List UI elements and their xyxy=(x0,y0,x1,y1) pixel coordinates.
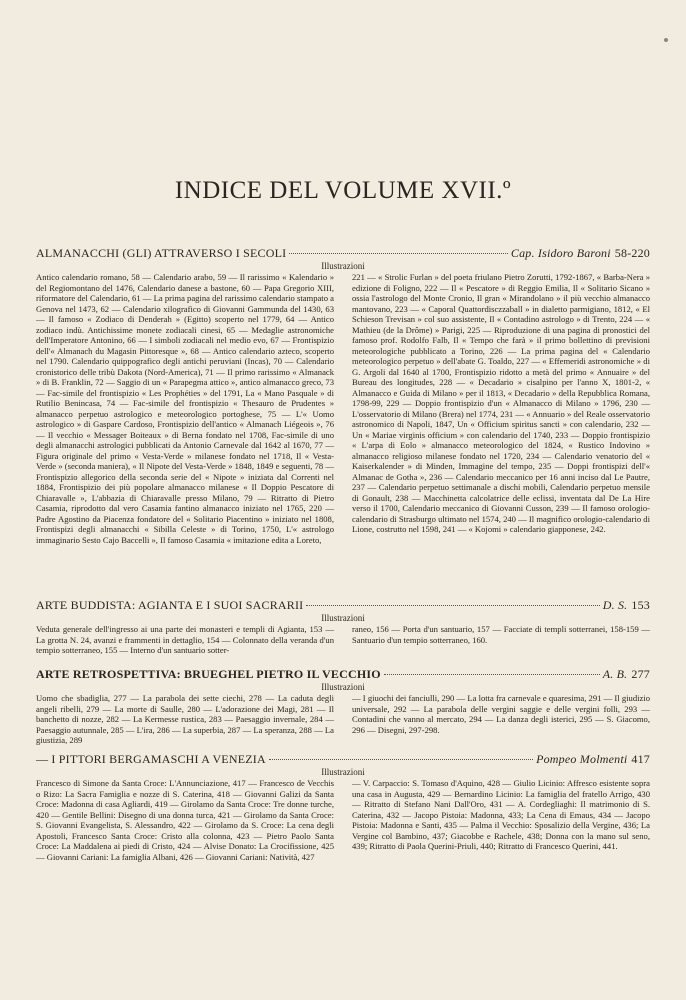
section-heading: ARTE RETROSPETTIVA: BRUEGHEL PIETRO IL VECCHIO xyxy=(36,667,381,681)
page-speck xyxy=(664,38,668,42)
illustrations-label: Illustrazioni xyxy=(321,767,365,777)
section-author: Pompeo Molmenti xyxy=(536,752,628,766)
illustrations-col-right: — I giuochi dei fanciulli, 290 — La lotta fra carnevale e quaresima, 291 — Il giudizio universale, 292 — La parabola delle vergini saggie e delle vergini folli, 293 — Contadini che vanno al mercato, 294 — La danza degli isterici, 295 — S. Giacomo, 296 — Disegni, 297-298. xyxy=(352,693,650,735)
leader-dots xyxy=(384,674,600,675)
illustrations-col-left: Uomo che sbadiglia, 277 — La parabola dei sette ciechi, 278 — La caduta degli angeli ribelli, 279 — La morte di Saulle, 280 — L'adorazione dei Magi, 281 — Il banchetto di nozze, 282 — La Kermesse rustica, 283 — Paesaggio invernale, 284 — Paesaggio autunnale, 285 — L'ira, 286 — La superbia, 287 — La speranza, 288 — La giustizia, 289 xyxy=(36,693,334,745)
section-heading-row xyxy=(36,598,650,612)
section-page: 153 xyxy=(631,598,650,612)
leader-dots xyxy=(269,759,533,760)
illustrations-columns xyxy=(36,693,650,746)
section-heading-row xyxy=(36,246,650,260)
illustrations-columns xyxy=(36,778,650,862)
section-page: 58-220 xyxy=(614,246,650,260)
illustrations-col-right: — V. Carpaccio: S. Tomaso d'Aquino, 428 — Giulio Licinio: Affresco esistente sopra una casa in Augusta, 429 — Bernardino Licinio: La famiglia del fratello Arrigo, 430 — Ritratto di Stefano Nani Dall'Oro, 431 — A. Cordegliaghi: Il matrimonio di S. Caterina, 432 — Jacopo Pistoia: Madonna, 433; La Cena di Emaus, 434 — Jacopo Pistoia: Madonna e Santi, 435 — Palma il Vecchio: Sposalizio della Vergine, 436; La Vergine col Bambino, 437; Giacobbe e Rachele, 438; Donna con la mano sul seno, 439; Ritratto di Paola Querini-Priuli, 440; Ritratto di Francesco Querini, 441. xyxy=(352,778,650,851)
section-heading: ARTE BUDDISTA: AGIANTA E I SUOI SACRARII xyxy=(36,598,304,612)
section-page: 277 xyxy=(631,667,650,681)
illustrations-col-left: Antico calendario romano, 58 — Calendario arabo, 59 — Il rarissimo « Kalendario » del Regiomontano del 1476, Calendario danese a bastone, 60 — Papa Gregorio XIII, riformatore del Calendario, 61 — La prima pagina del rarissimo calendario stampato a Genova nel 1473, 62 — Calendario xilografico di Giovanni Gammunda del 1430, 63 — Il famoso « Zodiaco di Denderah » (Egitto) scoperto nel 1779, 64 — Antico zodiaco indù. Antichissime monete zodiacali cinesi, 65 — Medaglie astronomiche dell'Imperatore Antonino, 66 — I simboli zodiacali nel medio evo, 67 — Frontispizio dell'« Almanach du Magasin Pittoresque », 68 — Antico calendario azteco, scoperto nel 1790. Calendario quippografico degli antichi peruviani (Incas), 70 — Calendario cronistorico delle tribù Dakota (Nord-America), 71 — Il primo rarissimo « Almanack » di B. Franklin, 72 — Saggio di un « Parapegma attico », antico almanacco greco, 73 — Fac-simile del frontispizio « Les Prophéties » del 1791, La « Mano Pasquale » di Rutilio Benincasa, 74 — Fac-simile del frontispizio « Thesauro de Prudentes » almanacco perpetuo astrologico e meteorologico portoghese, 75 — L'« Uomo astrologico » di Gaspare Cardoso, Frontispizio dell'antico « Almanach Liégeois », 76 — Il vecchio « Messager Boiteaux » di Berna fondato nel 1708, Fac-simile di uno degli almanacchi astrologici pubblicati da Antonio Carnevale dal 1642 al 1670, 77 — Figura originale del primo « Vesta-Verde » milanese fondato nel 1718, Il « Vesta-Verde » (seconda maniera), « Il Nipote del Vesta-Verde » 1848, 1849 e seguenti, 78 — Frontispizio allegorico della seconda serie del « Nipote » iniziata dal Correnti nel 1884, Frontispizio dei più popolare almanacco milanese « Il Doppio Pescatore di Chiaravalle », L'abbazia di Chiaravalle presso Milano, 79 — Ritratto di Pietro Casamia, riprodotto dal vero Casamia fantino almanacco iniziato nel 1765, 220 — Padre Agostino da Piacenza fondatore del « Solitario Piacentino » iniziato nel 1808, Frontispizi degli almanacchi « Sibilla Celeste » di Torino, 1750, L'« astrologo immaginario Sesto Cajo Baccelli », Il famoso Casamia « imitazione edita a Loreto, xyxy=(36,272,334,545)
section-pittori-bergamaschi xyxy=(36,752,650,862)
illustrations-label: Illustrazioni xyxy=(321,261,365,271)
section-almanacchi xyxy=(36,246,650,545)
illustrations-col-left: Francesco di Simone da Santa Croce: L'Annunciazione, 417 — Francesco de Vecchis o Rizo: La Sacra Famiglia e nozze di S. Caterina, 418 — Giovanni Galizi da Santa Croce: Madonna di casa Agliardi, 419 — Girolamo da Santa Croce: Tre donne turche, 420 — Gentile Bellini: Disegno di una donna turca, 421 — Girolamo da Santa Croce: S. Giovanni Evangelista, S. Alessandro, 422 — Girolamo da S. Croce: La cena degli Apostoli, Francesco Santa Croce: Cristo alla colonna, 423 — Pietro Paolo Santa Croce: La Maddalena ai piedi di Cristo, 424 — Alvise Donato: La Crocifissione, 425 — Giovanni Cariani: La famiglia Albani, 426 — Giovanni Cariani: Natività, 427 xyxy=(36,778,334,862)
illustrations-col-right: raneo, 156 — Porta d'un santuario, 157 — Facciate di templi sotterranei, 158-159 — Santuario d'un tempio sotterraneo, 160. xyxy=(352,624,650,645)
page-title: INDICE DEL VOLUME XVII.º xyxy=(174,176,512,204)
section-page: 417 xyxy=(631,752,650,766)
section-heading-row xyxy=(36,667,650,681)
section-author: A. B. xyxy=(602,667,628,681)
illustrations-label: Illustrazioni xyxy=(321,682,365,692)
index-page xyxy=(36,0,650,1000)
section-arte-buddista xyxy=(36,598,650,656)
illustrations-label: Illustrazioni xyxy=(321,613,365,623)
section-heading: ALMANACCHI (GLI) ATTRAVERSO I SECOLI xyxy=(36,246,287,260)
illustrations-columns xyxy=(36,272,650,545)
section-author: Cap. Isidoro Baroni xyxy=(510,246,611,260)
section-heading-row xyxy=(36,752,650,766)
illustrations-col-left: Veduta generale dell'ingresso ai una parte dei monasteri e templi di Agianta, 153 — La grotta N. 24, avanzi e frammenti in dettaglio, 154 — Colonnato della veranda d'un tempio sotterraneo, 155 — Interno d'un santuario sotter- xyxy=(36,624,334,655)
illustrations-columns xyxy=(36,624,650,656)
illustrations-col-right: 221 — « Strolic Furlan » del poeta friulano Pietro Zorutti, 1792-1867, « Barba-Nera » edizione di Foligno, 222 — Il « Pescatore » di Reggio Emilia, Il « Solitario Sicano » ossia l'astrologo del Monte Cronio, Il gran « Mirandolano » il più vecchio almanacco mantovano, 223 — « Caporal Quattordisczzaball » in dialetto parmigiano, 1812, « El Schieson Trevisan » col suo assistente, Il « Contadino astrologo » di Trento, 224 — « Mathieu (de la Drôme) » Parigi, 225 — Riproduzione di una pagina di pronostici del famoso prof. Rodolfo Falb, Il « Tempo che farà » il primo bollettino di previsioni meteorologiche pubblicato a Torino, 226 — La prima pagina del « Calendario meteorologico perpetuo » dell'abate G. Toaldo, 227 — « Effemeridi astronomiche » di G. Argoli dal 1640 al 1700, Frontispizio ridotto a metà del primo « Annuaire » del Bureau des longitudes, 228 — « Decadario » cisalpino per l'anno X, 1801-2, « Almanacco e Guida di Milano » per il 1813, « Decadario » della Repubblica Romana, 1798-99, 229 — Doppio frontispizio d'un « Almanacco di Milano » 1796, 230 — L'osservatorio di Milano (Brera) nel 1774, 231 — « Annuario » del Reale osservatorio astronomico di Napoli, 1847, Un « Officium spiritus sancti » con calendario, 232 — Un « Mariae virginis officium » con calendario del 1740, 233 — Doppio frontispizio « L'arpa di Eolo » almanacco meteorologico del 1824, « Rustico Indovino » almanacco religioso milanese fondato nel 1720, 234 — Calendario venatorio del « Kaiserkalender » di Minden, Immagine del tempo, 235 — Doppi frontispizi dell'« Almanac de Gotha », 236 — Calendario meccanico per 16 anni inciso dal Le Pautre, 237 — Calendario perpetuo settimanale a dischi mobili, Calendario perpetuo mensile di Gonault, 238 — Macchinetta calcolatrice delle eclissi, inventata dal De La Hire verso il 1700, Calendario meccanico di Giovanni Cusson, 239 — Il famoso orologio-calendario di Strasburgo ultimato nel 1574, 240 — Il magnifico orologio-calendario di Lione, costrutto nel 1598, 241 — « Kojomi » calendario giapponese, 242. xyxy=(352,272,650,534)
section-author: D. S. xyxy=(602,598,628,612)
section-arte-retrospettiva xyxy=(36,667,650,746)
leader-dots xyxy=(289,253,508,254)
section-heading: — I PITTORI BERGAMASCHI A VENEZIA xyxy=(36,752,266,766)
leader-dots xyxy=(306,605,599,606)
